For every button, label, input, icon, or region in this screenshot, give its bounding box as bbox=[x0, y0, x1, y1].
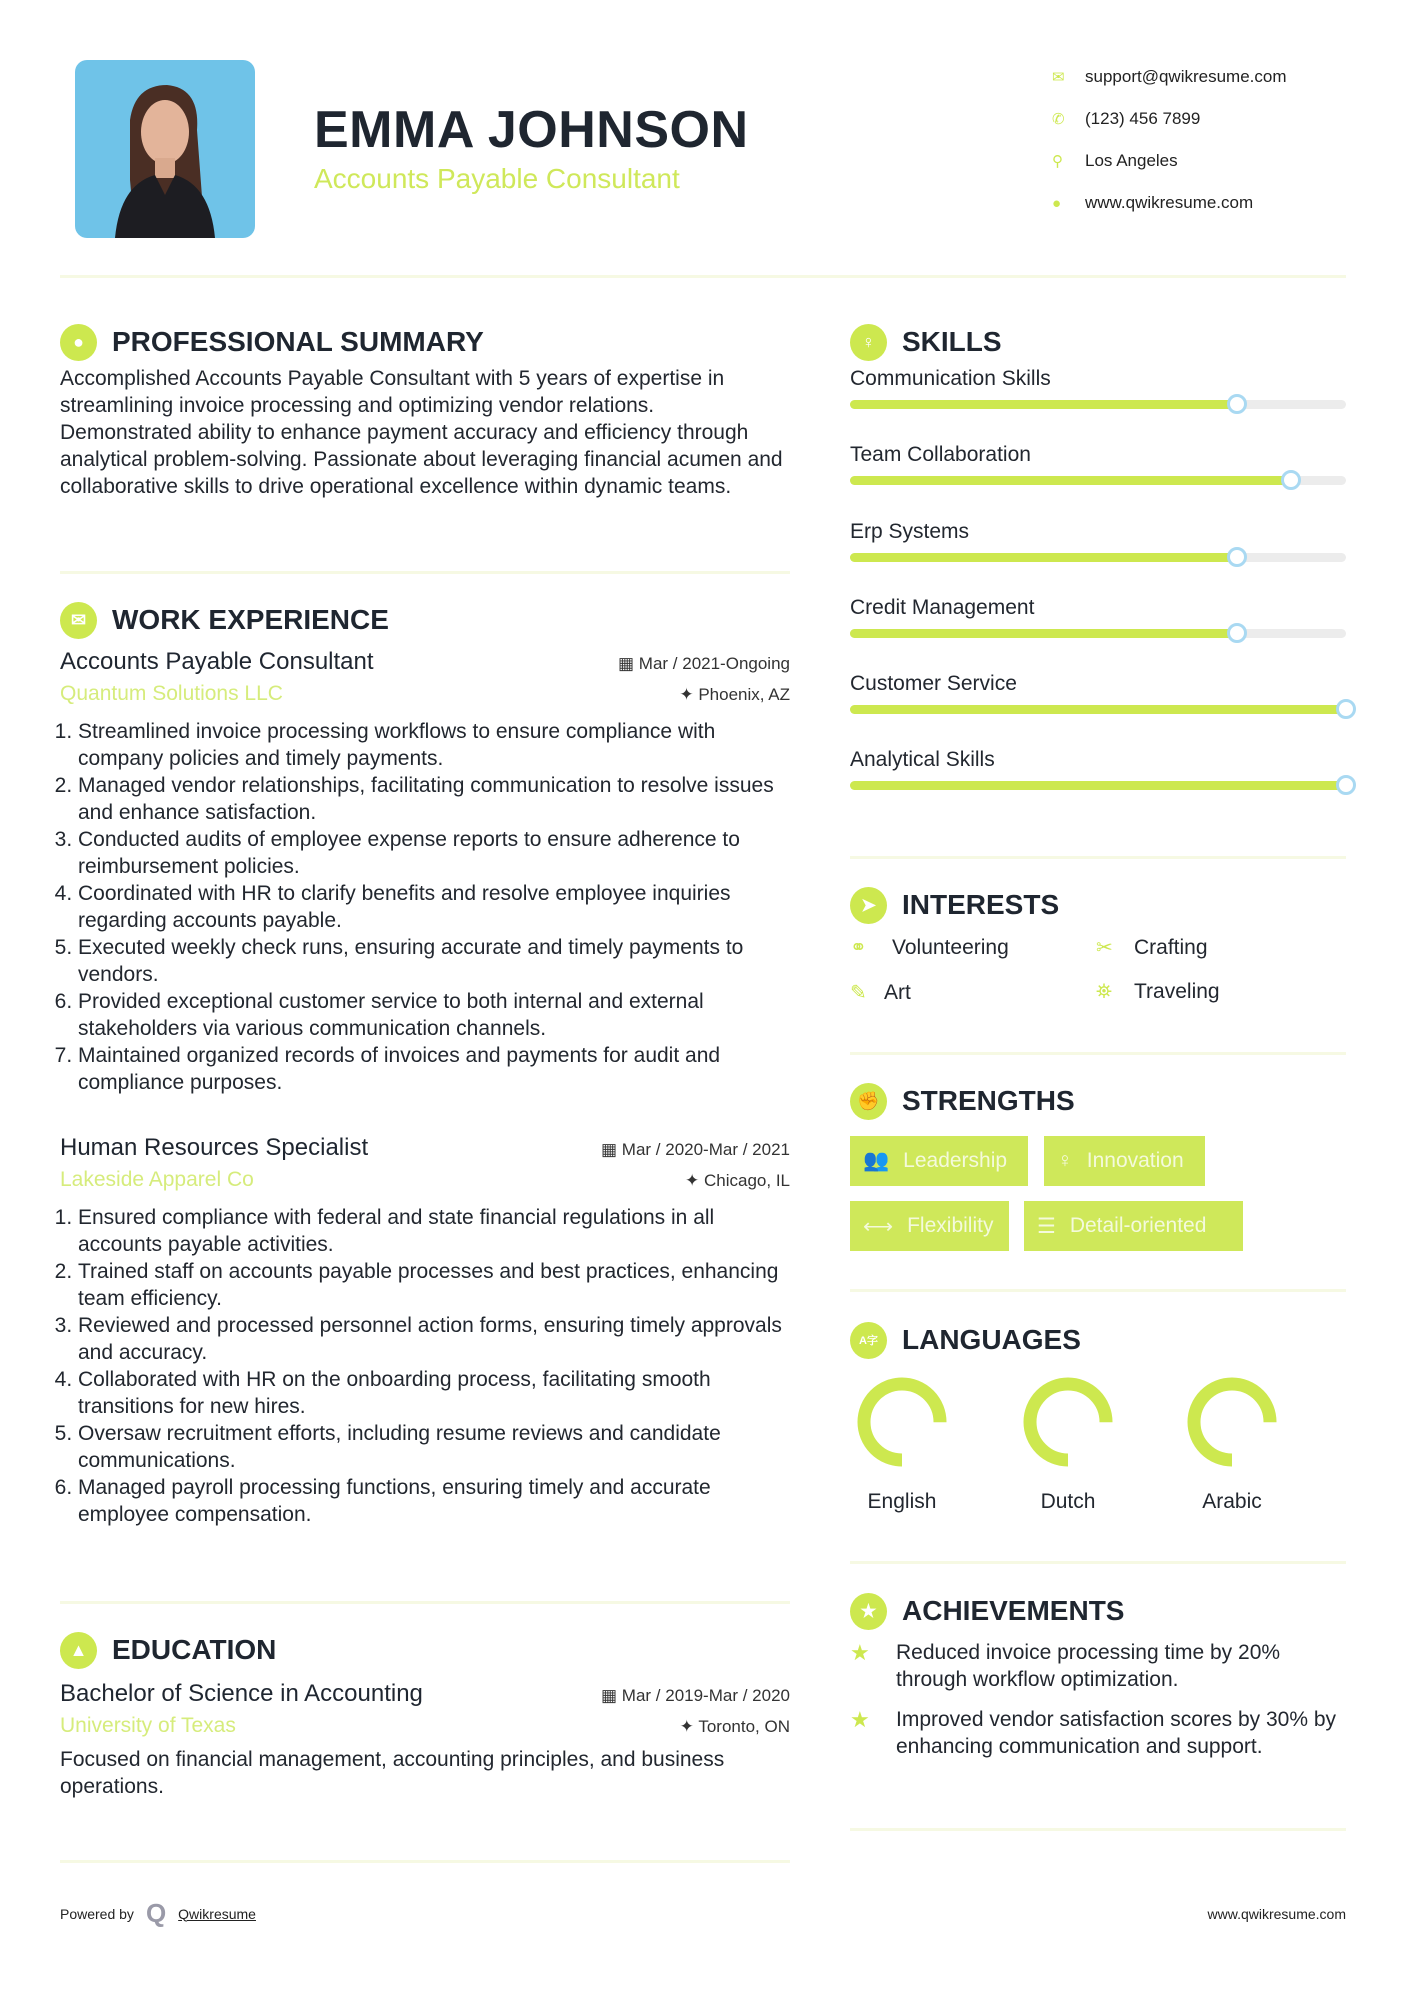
skill-knob bbox=[1227, 547, 1247, 567]
strength-label: Leadership bbox=[903, 1149, 1008, 1172]
education-section bbox=[60, 1630, 790, 1800]
pushpin-icon: ✦ bbox=[679, 685, 699, 704]
arrows-horizontal-icon: ⟷ bbox=[863, 1214, 894, 1238]
profile-photo bbox=[75, 60, 255, 238]
section-heading bbox=[850, 1591, 1346, 1631]
interest-item bbox=[850, 980, 911, 1005]
powered-by-text: Powered by bbox=[60, 1905, 134, 1922]
language-ring bbox=[1018, 1372, 1118, 1472]
language-ring bbox=[1182, 1372, 1282, 1472]
language-name: English bbox=[867, 1490, 937, 1513]
divider bbox=[850, 1561, 1346, 1564]
section-heading bbox=[850, 1081, 1346, 1121]
footer-website-link[interactable]: www.qwikresume.com bbox=[1207, 1906, 1346, 1922]
job-bullets bbox=[60, 1204, 790, 1528]
language-ring-arc bbox=[864, 1384, 940, 1460]
skill-fill bbox=[850, 400, 1237, 409]
fist-icon: ✊ bbox=[850, 1083, 887, 1120]
skill-item bbox=[850, 745, 1346, 821]
list-item: 6. Managed payroll processing functions, ensuring timely and accurate employee compensation. bbox=[78, 1474, 790, 1528]
language-item bbox=[998, 1372, 1138, 1514]
shooting-star-icon: ★ bbox=[850, 1707, 870, 1732]
candidate-name: EMMA JOHNSON bbox=[314, 101, 749, 159]
list-icon: ☰ bbox=[1037, 1214, 1056, 1238]
interest-item bbox=[1096, 935, 1208, 960]
divider bbox=[60, 1860, 790, 1863]
shooting-star-icon: ★ bbox=[850, 1640, 870, 1665]
achievements-section bbox=[850, 1591, 1346, 1773]
skills-section bbox=[850, 322, 1346, 822]
envelope-icon: ✉ bbox=[1052, 69, 1065, 86]
experience-section bbox=[60, 600, 790, 1528]
handshake-icon: ⚭ bbox=[850, 937, 867, 959]
achievement-text: Improved vendor satisfaction scores by 30% by enhancing communication and support. bbox=[896, 1708, 1337, 1758]
list-item: 3. Reviewed and processed personnel action forms, ensuring timely approvals and accuracy. bbox=[78, 1312, 790, 1366]
email-text: support@qwikresume.com bbox=[1085, 67, 1287, 86]
skill-item bbox=[850, 364, 1346, 440]
list-item: 4. Coordinated with HR to clarify benefits and resolve employee inquiries regarding accounts payable. bbox=[78, 880, 790, 934]
language-ring-arc bbox=[1030, 1384, 1106, 1460]
globe-icon: ● bbox=[1052, 194, 1062, 212]
degree-title: Bachelor of Science in Accounting bbox=[60, 1680, 423, 1707]
skill-bar bbox=[850, 553, 1346, 562]
education-heading: EDUCATION bbox=[112, 1634, 277, 1665]
languages-heading: LANGUAGES bbox=[902, 1324, 1081, 1355]
contact-website[interactable] bbox=[1052, 182, 1287, 224]
languages-section bbox=[850, 1320, 1346, 1520]
job-location bbox=[685, 1171, 790, 1191]
education-dates bbox=[601, 1686, 790, 1706]
strength-badge bbox=[850, 1136, 1028, 1186]
footer-powered-by bbox=[60, 1898, 256, 1929]
skill-bar bbox=[850, 400, 1346, 409]
brand-link[interactable]: Qwikresume bbox=[178, 1905, 256, 1922]
section-heading bbox=[60, 322, 790, 362]
list-item: 5. Oversaw recruitment efforts, including resume reviews and candidate communications. bbox=[78, 1420, 790, 1474]
strengths-section bbox=[850, 1081, 1346, 1261]
divider bbox=[60, 1601, 790, 1604]
skill-item bbox=[850, 440, 1346, 516]
interest-label: Volunteering bbox=[892, 935, 1009, 959]
qwikresume-logo-icon: Q bbox=[145, 1898, 167, 1928]
strength-label: Innovation bbox=[1086, 1149, 1184, 1172]
section-heading bbox=[850, 322, 1346, 362]
list-item: 5. Executed weekly check runs, ensuring accurate and timely payments to vendors. bbox=[78, 934, 790, 988]
skill-knob bbox=[1336, 699, 1356, 719]
education-description: Focused on financial management, accounting principles, and business operations. bbox=[60, 1748, 725, 1798]
interest-label: Crafting bbox=[1134, 935, 1208, 959]
school-name: University of Texas bbox=[60, 1714, 236, 1737]
skill-name: Customer Service bbox=[850, 672, 1017, 696]
company-name: Lakeside Apparel Co bbox=[60, 1168, 254, 1191]
achievement-item bbox=[850, 1639, 1346, 1693]
strength-badge bbox=[850, 1201, 1009, 1251]
skill-knob bbox=[1281, 470, 1301, 490]
user-icon: ● bbox=[60, 324, 97, 361]
divider bbox=[850, 856, 1346, 859]
job-dates bbox=[601, 1140, 790, 1160]
language-name: Dutch bbox=[1040, 1490, 1096, 1513]
contact-list bbox=[1052, 56, 1287, 224]
paper-plane-icon: ➤ bbox=[850, 887, 887, 924]
website-text: www.qwikresume.com bbox=[1085, 193, 1254, 212]
scissors-icon: ✂ bbox=[1096, 937, 1113, 959]
strength-badge bbox=[1024, 1201, 1243, 1251]
interests-section bbox=[850, 885, 1346, 1025]
strength-badge bbox=[1044, 1136, 1205, 1186]
location-text: Phoenix, AZ bbox=[698, 685, 790, 704]
skill-fill bbox=[850, 476, 1291, 485]
pushpin-icon: ✦ bbox=[679, 1717, 699, 1736]
skill-bar bbox=[850, 629, 1346, 638]
divider bbox=[850, 1828, 1346, 1831]
location-text: Toronto, ON bbox=[698, 1717, 790, 1736]
location-text: Chicago, IL bbox=[704, 1171, 790, 1190]
strength-label: Flexibility bbox=[907, 1214, 994, 1237]
skill-fill bbox=[850, 781, 1346, 790]
contact-location bbox=[1052, 140, 1287, 182]
interest-label: Traveling bbox=[1134, 980, 1220, 1003]
skill-fill bbox=[850, 629, 1237, 638]
phone-text: (123) 456 7899 bbox=[1085, 109, 1201, 128]
map-pin-icon: ⚲ bbox=[1052, 153, 1063, 170]
interest-item bbox=[1096, 980, 1220, 1004]
interest-item bbox=[850, 935, 1009, 960]
interest-label: Art bbox=[884, 980, 911, 1004]
lightbulb-icon: ♀ bbox=[1057, 1149, 1073, 1172]
skill-name: Credit Management bbox=[850, 595, 1035, 619]
section-heading bbox=[850, 885, 1346, 925]
language-ring-arc bbox=[1194, 1384, 1270, 1460]
skill-name: Erp Systems bbox=[850, 519, 970, 543]
list-item: 1. Ensured compliance with federal and state financial regulations in all accounts payable activities. bbox=[78, 1204, 790, 1258]
job-bullets bbox=[60, 718, 790, 1096]
star-icon: ★ bbox=[850, 1593, 887, 1630]
contact-phone[interactable] bbox=[1052, 98, 1287, 140]
achievement-item bbox=[850, 1706, 1346, 1760]
translate-icon: A字 bbox=[850, 1322, 887, 1359]
job-entry bbox=[60, 648, 790, 1096]
list-item: 2. Managed vendor relationships, facilitating communication to resolve issues and enhance satisfaction. bbox=[78, 772, 790, 826]
strength-label: Detail-oriented bbox=[1069, 1214, 1207, 1237]
job-location bbox=[679, 685, 790, 705]
skill-bar bbox=[850, 781, 1346, 790]
dates-text: Mar / 2019-Mar / 2020 bbox=[621, 1686, 790, 1705]
summary-text: Accomplished Accounts Payable Consultant with 5 years of expertise in streamlining invoice processing and optimizing vendor relations. Demonstrated ability to enhance payment accuracy and efficiency through analytical problem-solving. Passionate about leveraging financial acumen and collaborative skills to drive operational excellence within dynamic teams. bbox=[60, 367, 783, 498]
achievements-heading: ACHIEVEMENTS bbox=[902, 1595, 1125, 1626]
calendar-icon: ▦ bbox=[601, 1140, 622, 1159]
language-item bbox=[1162, 1372, 1302, 1514]
experience-heading: WORK EXPERIENCE bbox=[112, 604, 389, 635]
phone-icon: ✆ bbox=[1052, 111, 1065, 128]
divider bbox=[850, 1289, 1346, 1292]
binoculars-icon: ⛯ bbox=[1096, 980, 1112, 1003]
list-item: 2. Trained staff on accounts payable processes and best practices, enhancing team efficiency. bbox=[78, 1258, 790, 1312]
skill-name: Team Collaboration bbox=[850, 443, 1031, 467]
summary-heading: PROFESSIONAL SUMMARY bbox=[112, 326, 484, 357]
skill-knob bbox=[1227, 394, 1247, 414]
language-ring bbox=[852, 1372, 952, 1472]
header-divider bbox=[60, 275, 1346, 278]
skill-item bbox=[850, 593, 1346, 669]
users-icon: 👥 bbox=[863, 1149, 890, 1172]
section-heading bbox=[850, 1320, 1346, 1360]
education-location bbox=[680, 1717, 790, 1737]
skills-heading: SKILLS bbox=[902, 326, 1002, 357]
language-name: Arabic bbox=[1202, 1490, 1262, 1513]
paintbrush-icon: ✎ bbox=[850, 982, 867, 1004]
company-name: Quantum Solutions LLC bbox=[60, 682, 283, 705]
skill-knob bbox=[1336, 775, 1356, 795]
list-item: 6. Provided exceptional customer service to both internal and external stakeholders via various communication channels. bbox=[78, 988, 790, 1042]
section-heading bbox=[60, 600, 790, 640]
section-heading bbox=[60, 1630, 790, 1670]
skill-bar bbox=[850, 705, 1346, 714]
summary-section bbox=[60, 322, 790, 500]
skill-bar bbox=[850, 476, 1346, 485]
candidate-title: Accounts Payable Consultant bbox=[314, 163, 680, 194]
contact-email[interactable] bbox=[1052, 56, 1287, 98]
skill-fill bbox=[850, 553, 1237, 562]
briefcase-icon: ✉ bbox=[60, 602, 97, 639]
job-dates bbox=[618, 654, 790, 674]
divider bbox=[60, 571, 790, 574]
achievement-text: Reduced invoice processing time by 20% through workflow optimization. bbox=[896, 1641, 1281, 1691]
interests-heading: INTERESTS bbox=[902, 889, 1060, 920]
job-title: Human Resources Specialist bbox=[60, 1134, 369, 1161]
divider bbox=[850, 1052, 1346, 1055]
calendar-icon: ▦ bbox=[601, 1686, 622, 1705]
skill-name: Communication Skills bbox=[850, 367, 1051, 390]
skill-fill bbox=[850, 705, 1346, 714]
dates-text: Mar / 2021-Ongoing bbox=[638, 654, 790, 673]
skill-item bbox=[850, 517, 1346, 593]
job-entry bbox=[60, 1134, 790, 1528]
skill-name: Analytical Skills bbox=[850, 748, 995, 772]
dates-text: Mar / 2020-Mar / 2021 bbox=[621, 1140, 790, 1159]
calendar-icon: ▦ bbox=[618, 654, 639, 673]
skill-knob bbox=[1227, 623, 1247, 643]
lightbulb-icon: ♀ bbox=[850, 324, 887, 361]
language-item bbox=[832, 1372, 972, 1514]
list-item: 4. Collaborated with HR on the onboarding process, facilitating smooth transitions for new hires. bbox=[78, 1366, 790, 1420]
list-item: 3. Conducted audits of employee expense reports to ensure adherence to reimbursement policies. bbox=[78, 826, 790, 880]
list-item: 7. Maintained organized records of invoices and payments for audit and compliance purposes. bbox=[78, 1042, 790, 1096]
job-title: Accounts Payable Consultant bbox=[60, 648, 374, 675]
list-item: 1. Streamlined invoice processing workflows to ensure compliance with company policies and timely payments. bbox=[78, 718, 790, 772]
strengths-heading: STRENGTHS bbox=[902, 1085, 1075, 1116]
location-text: Los Angeles bbox=[1085, 151, 1178, 170]
pushpin-icon: ✦ bbox=[685, 1171, 704, 1190]
skill-item bbox=[850, 669, 1346, 745]
graduation-icon: ▲ bbox=[60, 1632, 97, 1669]
